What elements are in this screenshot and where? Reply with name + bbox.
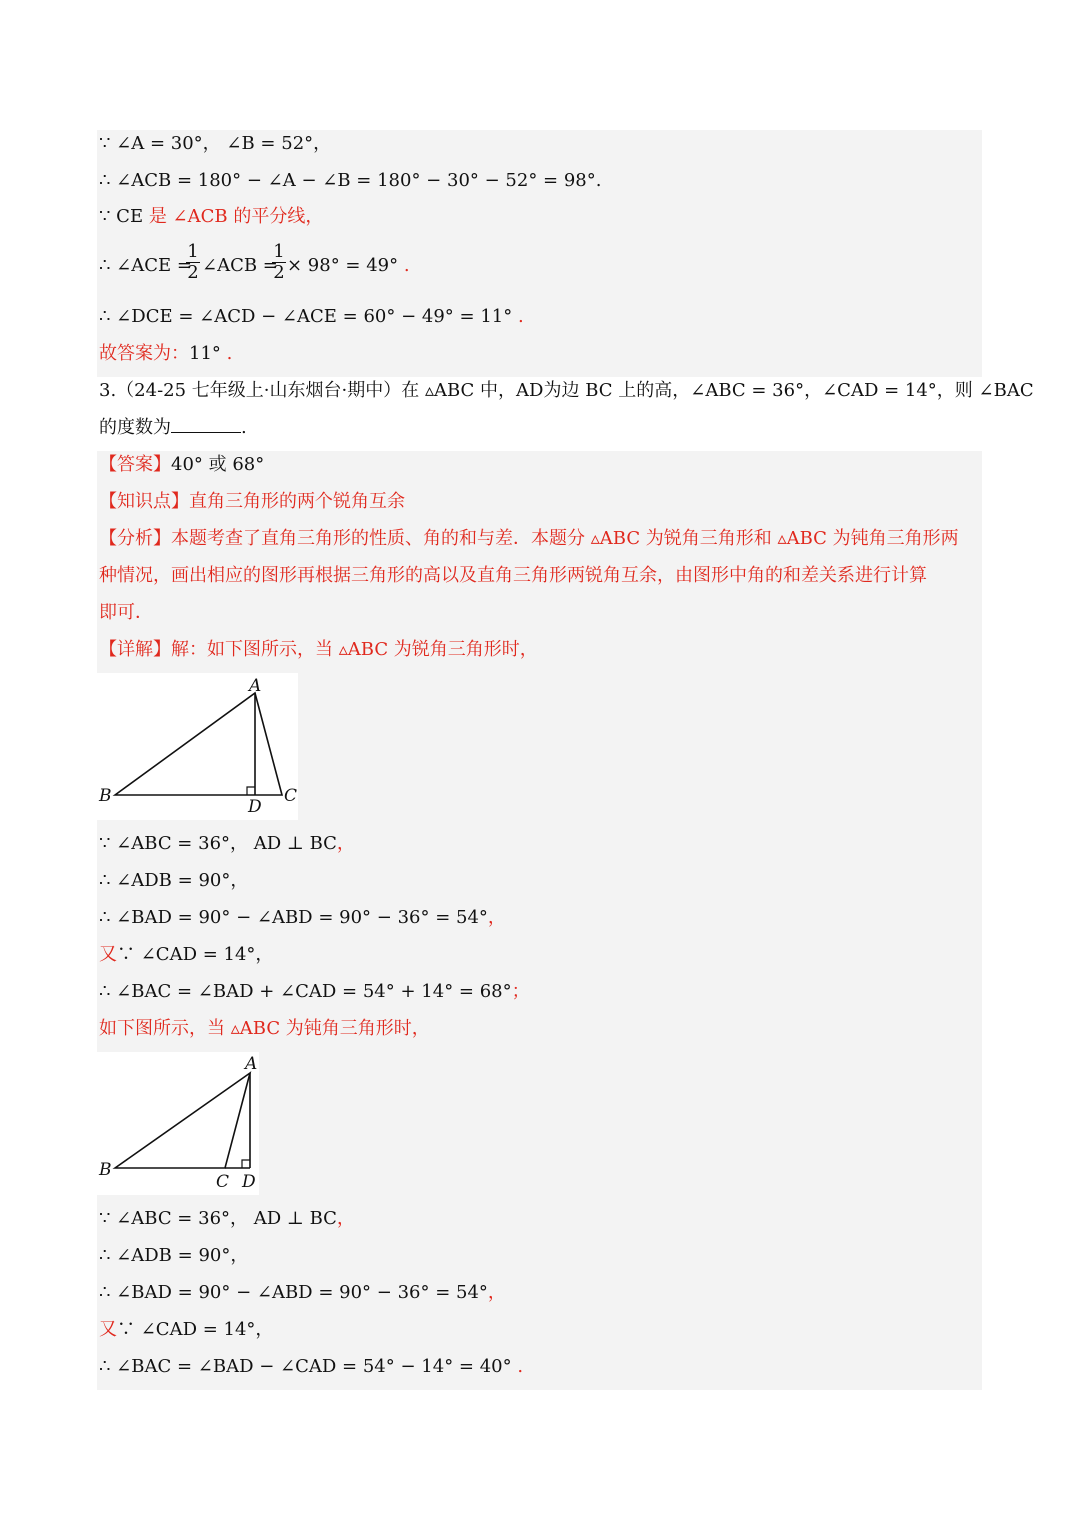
case2-line-4	[99, 1317, 979, 1343]
prev-line-5-text: ∴ ∠DCE = ∠ACD − ∠ACE = 60° − 49° = 11°	[99, 306, 513, 327]
prev-line-2	[99, 168, 979, 194]
analysis-line-2	[99, 563, 979, 589]
prev-answer-value: 11°	[189, 343, 221, 364]
figure-obtuse-triangle	[97, 1052, 259, 1195]
analysis-line-3	[99, 600, 979, 626]
prev-line-1-text: ∵ ∠A = 30°， ∠B = 52°，	[99, 133, 332, 154]
case2-line-5	[99, 1354, 979, 1380]
fraction-numerator: 1	[273, 241, 285, 262]
case2-l3-end: ，	[487, 1282, 506, 1303]
right-angle-mark	[247, 787, 255, 795]
case1-l5: ∴ ∠BAC = ∠BAD + ∠CAD = 54° + 14° = 68°	[99, 981, 512, 1002]
question-text-2: 的度数为	[99, 417, 171, 438]
label-a: A	[245, 1054, 258, 1074]
detail-tag: 【详解】	[99, 639, 171, 660]
case2-l4-a: 又	[99, 1319, 117, 1340]
analysis-text-3: 即可．	[99, 602, 153, 623]
case2-l2: ∴ ∠ADB = 90°，	[99, 1245, 249, 1266]
label-b: B	[99, 1160, 112, 1180]
answer-blank	[171, 414, 241, 433]
prev-answer-period: .	[226, 343, 233, 364]
prev-line-1	[99, 131, 979, 157]
question-text: 3.（24-25 七年级上·山东烟台·期中）在 ▵ABC 中，AD为边 BC 上的高，∠ABC = 36°，∠CAD = 14°，则 ∠BAC	[99, 380, 1034, 401]
prev-line-3-b: 是 ∠ACB 的平分线，	[148, 206, 324, 227]
case1-line-4	[99, 942, 979, 968]
case1-l1-end: ，	[336, 833, 355, 854]
case1-line-2	[99, 868, 979, 894]
fraction-half-2	[272, 243, 286, 282]
case2-l5: ∴ ∠BAC = ∠BAD − ∠CAD = 54° − 14° = 40°	[99, 1356, 512, 1377]
label-c: C	[284, 786, 298, 806]
prev-line-4-a: ∴ ∠ACE =	[99, 255, 192, 276]
case1-line-3	[99, 905, 979, 931]
label-a: A	[249, 676, 262, 696]
label-d: D	[242, 1172, 256, 1192]
case2-l3: ∴ ∠BAD = 90° − ∠ABD = 90° − 36° = 54°	[99, 1282, 488, 1303]
fraction-half-1	[186, 243, 200, 282]
case2-line-1	[99, 1206, 979, 1232]
knowledge-line	[99, 489, 979, 515]
case1-l4-b: ∵ ∠CAD = 14°，	[117, 944, 274, 965]
label-b: B	[99, 786, 112, 806]
question-line-2	[99, 414, 979, 440]
detail-line	[99, 637, 979, 663]
figure-acute-triangle	[97, 673, 298, 820]
case1-l1-a: ∵ ∠ABC = 36°，	[99, 833, 249, 854]
case2-line-3	[99, 1280, 979, 1306]
fraction-numerator: 1	[187, 241, 199, 262]
prev-line-3	[99, 204, 979, 230]
right-angle-mark	[242, 1160, 250, 1168]
prev-line-5	[99, 304, 979, 330]
label-d: D	[248, 797, 262, 817]
detail-text: 解：如下图所示，当 ▵ABC 为锐角三角形时，	[171, 639, 538, 660]
prev-line-4-end	[287, 253, 487, 279]
analysis-text-1: 本题考查了直角三角形的性质、角的和与差．本题分 ▵ABC 为锐角三角形和 ▵ABC 为钝角三角形两	[171, 528, 959, 549]
case1-l2: ∴ ∠ADB = 90°，	[99, 870, 249, 891]
case2-l4-b: ∵ ∠CAD = 14°，	[117, 1319, 274, 1340]
prev-line-4-mid	[202, 253, 282, 279]
fraction-denominator: 2	[273, 262, 285, 283]
case2-l5-end: .	[517, 1356, 524, 1377]
case1-line-1	[99, 831, 979, 857]
analysis-line-1	[99, 526, 979, 552]
label-c: C	[216, 1172, 230, 1192]
analysis-tag: 【分析】	[99, 528, 171, 549]
fraction-denominator: 2	[187, 262, 199, 283]
prev-line-4-c: × 98° = 49°	[287, 255, 399, 276]
case1-l3: ∴ ∠BAD = 90° − ∠ABD = 90° − 36° = 54°	[99, 907, 488, 928]
case1-l1-b: AD ⊥ BC	[253, 833, 337, 854]
case2-intro: 如下图所示，当 ▵ABC 为钝角三角形时，	[99, 1018, 430, 1039]
triangle-abc-acute	[115, 693, 282, 795]
knowledge-value: 直角三角形的两个锐角互余	[189, 491, 405, 512]
prev-line-4-period: .	[403, 255, 410, 276]
answer-value: 40° 或 68°	[171, 454, 265, 475]
triangle-abc-obtuse	[115, 1073, 250, 1168]
case2-line-2	[99, 1243, 979, 1269]
analysis-text-2: 种情况，画出相应的图形再根据三角形的高以及直角三角形两锐角互余，由图形中角的和差关系进行计算	[99, 565, 927, 586]
question-period: .	[241, 417, 247, 438]
prev-line-4-b: ∠ACB =	[202, 255, 278, 276]
case1-l5-end: ；	[511, 981, 530, 1002]
case2-l1-a: ∵ ∠ABC = 36°，	[99, 1208, 249, 1229]
prev-line-6	[99, 341, 979, 367]
case1-l4-a: 又	[99, 944, 117, 965]
case1-line-5	[99, 979, 979, 1005]
case2-intro-line	[99, 1016, 979, 1042]
case2-l1-end: ，	[336, 1208, 355, 1229]
prev-answer-label: 故答案为：	[99, 343, 189, 364]
prev-line-2-text: ∴ ∠ACB = 180° − ∠A − ∠B = 180° − 30° − 52° = 98°.	[99, 170, 602, 191]
answer-tag: 【答案】	[99, 454, 171, 475]
question-line-1	[99, 378, 1034, 404]
prev-line-5-period: .	[517, 306, 524, 327]
case1-l3-end: ，	[487, 907, 506, 928]
answer-line	[99, 452, 979, 478]
knowledge-tag: 【知识点】	[99, 491, 189, 512]
prev-line-3-a: ∵ CE	[99, 206, 149, 227]
case2-l1-b: AD ⊥ BC	[253, 1208, 337, 1229]
